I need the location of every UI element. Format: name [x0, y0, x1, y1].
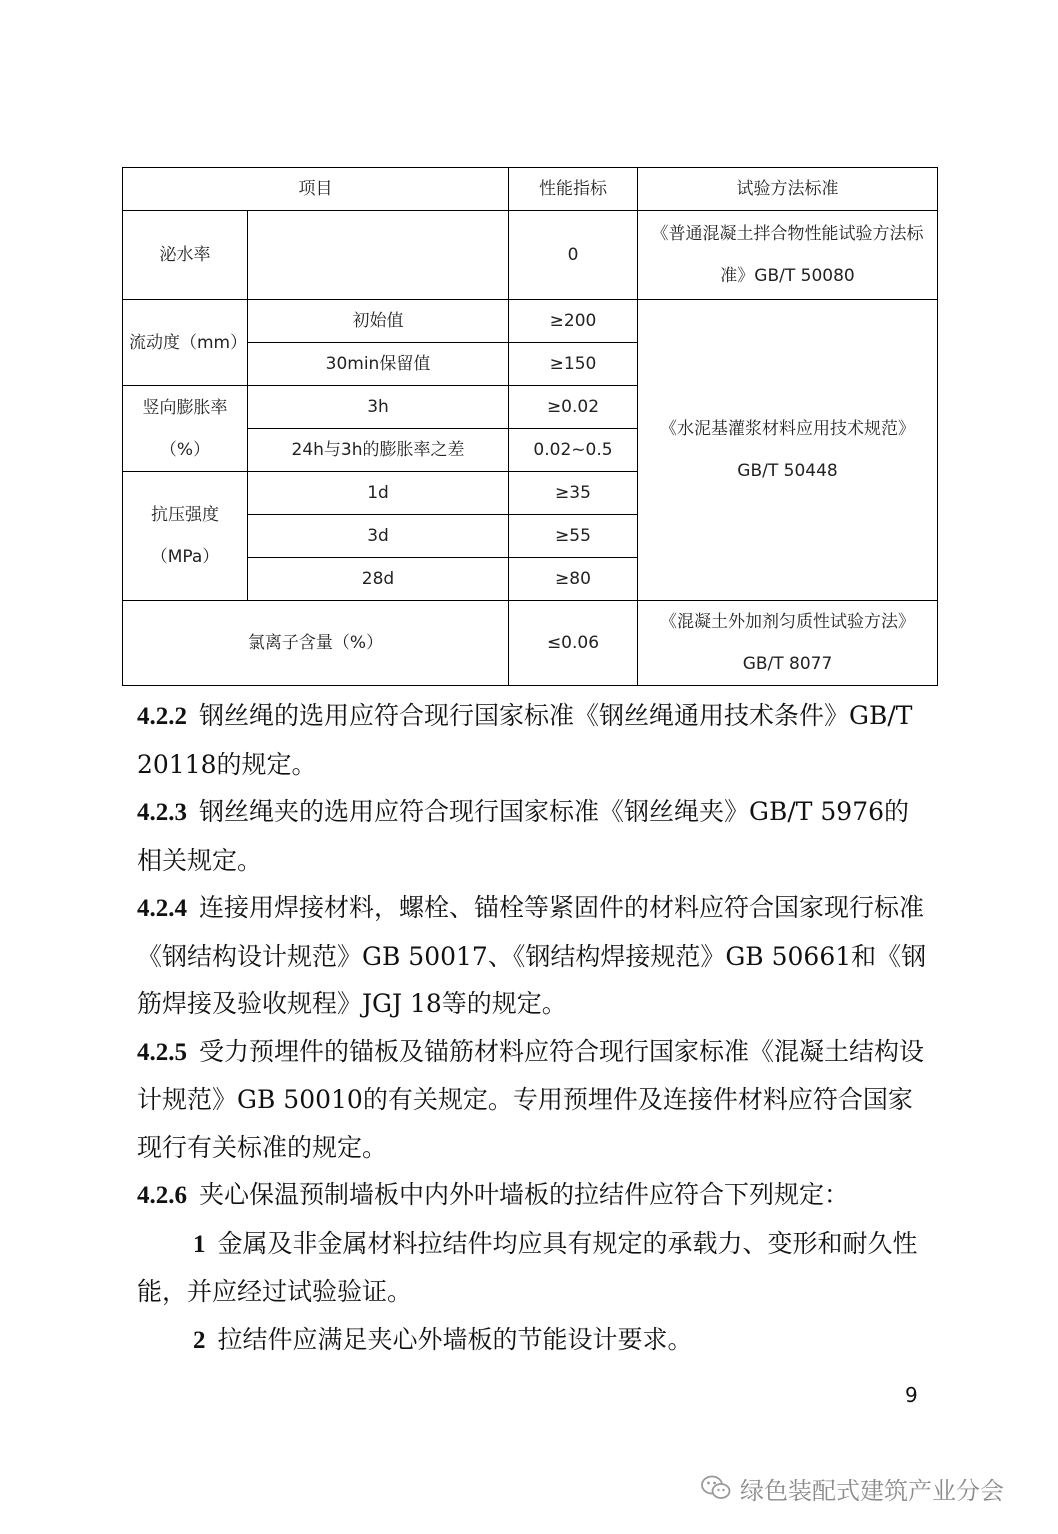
item-text: 拉结件应满足夹心外墙板的节能设计要求。: [217, 1324, 693, 1354]
clause-number: 4.2.2: [137, 703, 187, 730]
bleeding-method: 《普通混凝土拌合物性能试验方法标准》GB/T 50080: [638, 211, 938, 300]
fluidity-30min: 30min保留值: [248, 343, 509, 386]
expansion-diff-value: 0.02~0.5: [509, 429, 638, 472]
clause-4-2-2: [137, 692, 927, 788]
clause-number: 4.2.3: [137, 799, 187, 826]
fluidity-initial-value: ≥200: [509, 300, 638, 343]
bleeding-label: 泌水率: [123, 211, 248, 300]
strength-label: 抗压强度（MPa）: [123, 472, 248, 601]
list-item: [137, 1316, 927, 1365]
item-text: 金属及非金属材料拉结件均应具有规定的承载力、变形和耐久性能，并应经过试验验证。: [137, 1228, 918, 1306]
strength-3d: 3d: [248, 515, 509, 558]
expansion-3h-value: ≥0.02: [509, 386, 638, 429]
performance-table: [122, 167, 938, 686]
strength-28d: 28d: [248, 558, 509, 601]
table-header-row: [123, 168, 938, 211]
clause-text: 钢丝绳的选用应符合现行国家标准《钢丝绳通用技术条件》GB/T 20118的规定。: [137, 701, 913, 779]
list-item: [137, 1220, 927, 1316]
chloride-method: 《混凝土外加剂匀质性试验方法》GB/T 8077: [638, 601, 938, 686]
wechat-icon: [700, 1474, 732, 1502]
clause-4-2-5: [137, 1028, 927, 1172]
clause-4-2-3: [137, 788, 927, 884]
watermark: [700, 1470, 1004, 1506]
bleeding-value: 0: [509, 211, 638, 300]
item-number: 2: [193, 1326, 206, 1354]
clause-text: 连接用焊接材料，螺栓、锚栓等紧固件的材料应符合国家现行标准《钢结构设计规范》GB 50017、《钢结构焊接规范》GB 50661和《钢筋焊接及验收规程》JGJ 18等的规定。: [137, 893, 927, 1018]
clause-text: 钢丝绳夹的选用应符合现行国家标准《钢丝绳夹》GB/T 5976的相关规定。: [137, 797, 910, 875]
table-row: [123, 601, 938, 686]
strength-1d: 1d: [248, 472, 509, 515]
strength-3d-value: ≥55: [509, 515, 638, 558]
expansion-3h: 3h: [248, 386, 509, 429]
fluidity-initial: 初始值: [248, 300, 509, 343]
body-text: [137, 692, 927, 1364]
strength-28d-value: ≥80: [509, 558, 638, 601]
chloride-value: ≤0.06: [509, 601, 638, 686]
header-performance: 性能指标: [509, 168, 638, 211]
table-row: [123, 300, 938, 343]
table-row: [123, 211, 938, 300]
clause-text: 受力预埋件的锚板及锚筋材料应符合现行国家标准《混凝土结构设计规范》GB 50010的有关规定。专用预埋件及连接件材料应符合国家现行有关标准的规定。: [137, 1036, 925, 1162]
page-number: 9: [905, 1383, 918, 1407]
item-number: 1: [193, 1230, 206, 1258]
clause-text: 夹心保温预制墙板中内外叶墙板的拉结件应符合下列规定：: [199, 1180, 850, 1209]
watermark-text: 绿色装配式建筑产业分会: [740, 1476, 1004, 1505]
clause-number: 4.2.6: [137, 1182, 187, 1209]
fluidity-label: 流动度（mm）: [123, 300, 248, 386]
clause-4-2-6: [137, 1171, 927, 1220]
shared-test-method: 《水泥基灌浆材料应用技术规范》GB/T 50448: [638, 300, 938, 601]
expansion-label: 竖向膨胀率（%）: [123, 386, 248, 472]
clause-number: 4.2.4: [137, 895, 187, 922]
strength-1d-value: ≥35: [509, 472, 638, 515]
clause-4-2-4: [137, 884, 927, 1028]
bleeding-item-empty: [248, 211, 509, 300]
clause-number: 4.2.5: [137, 1038, 187, 1066]
expansion-diff: 24h与3h的膨胀率之差: [248, 429, 509, 472]
header-item: 项目: [123, 168, 509, 211]
chloride-label: 氯离子含量（%）: [123, 601, 509, 686]
fluidity-30min-value: ≥150: [509, 343, 638, 386]
header-test-method: 试验方法标准: [638, 168, 938, 211]
